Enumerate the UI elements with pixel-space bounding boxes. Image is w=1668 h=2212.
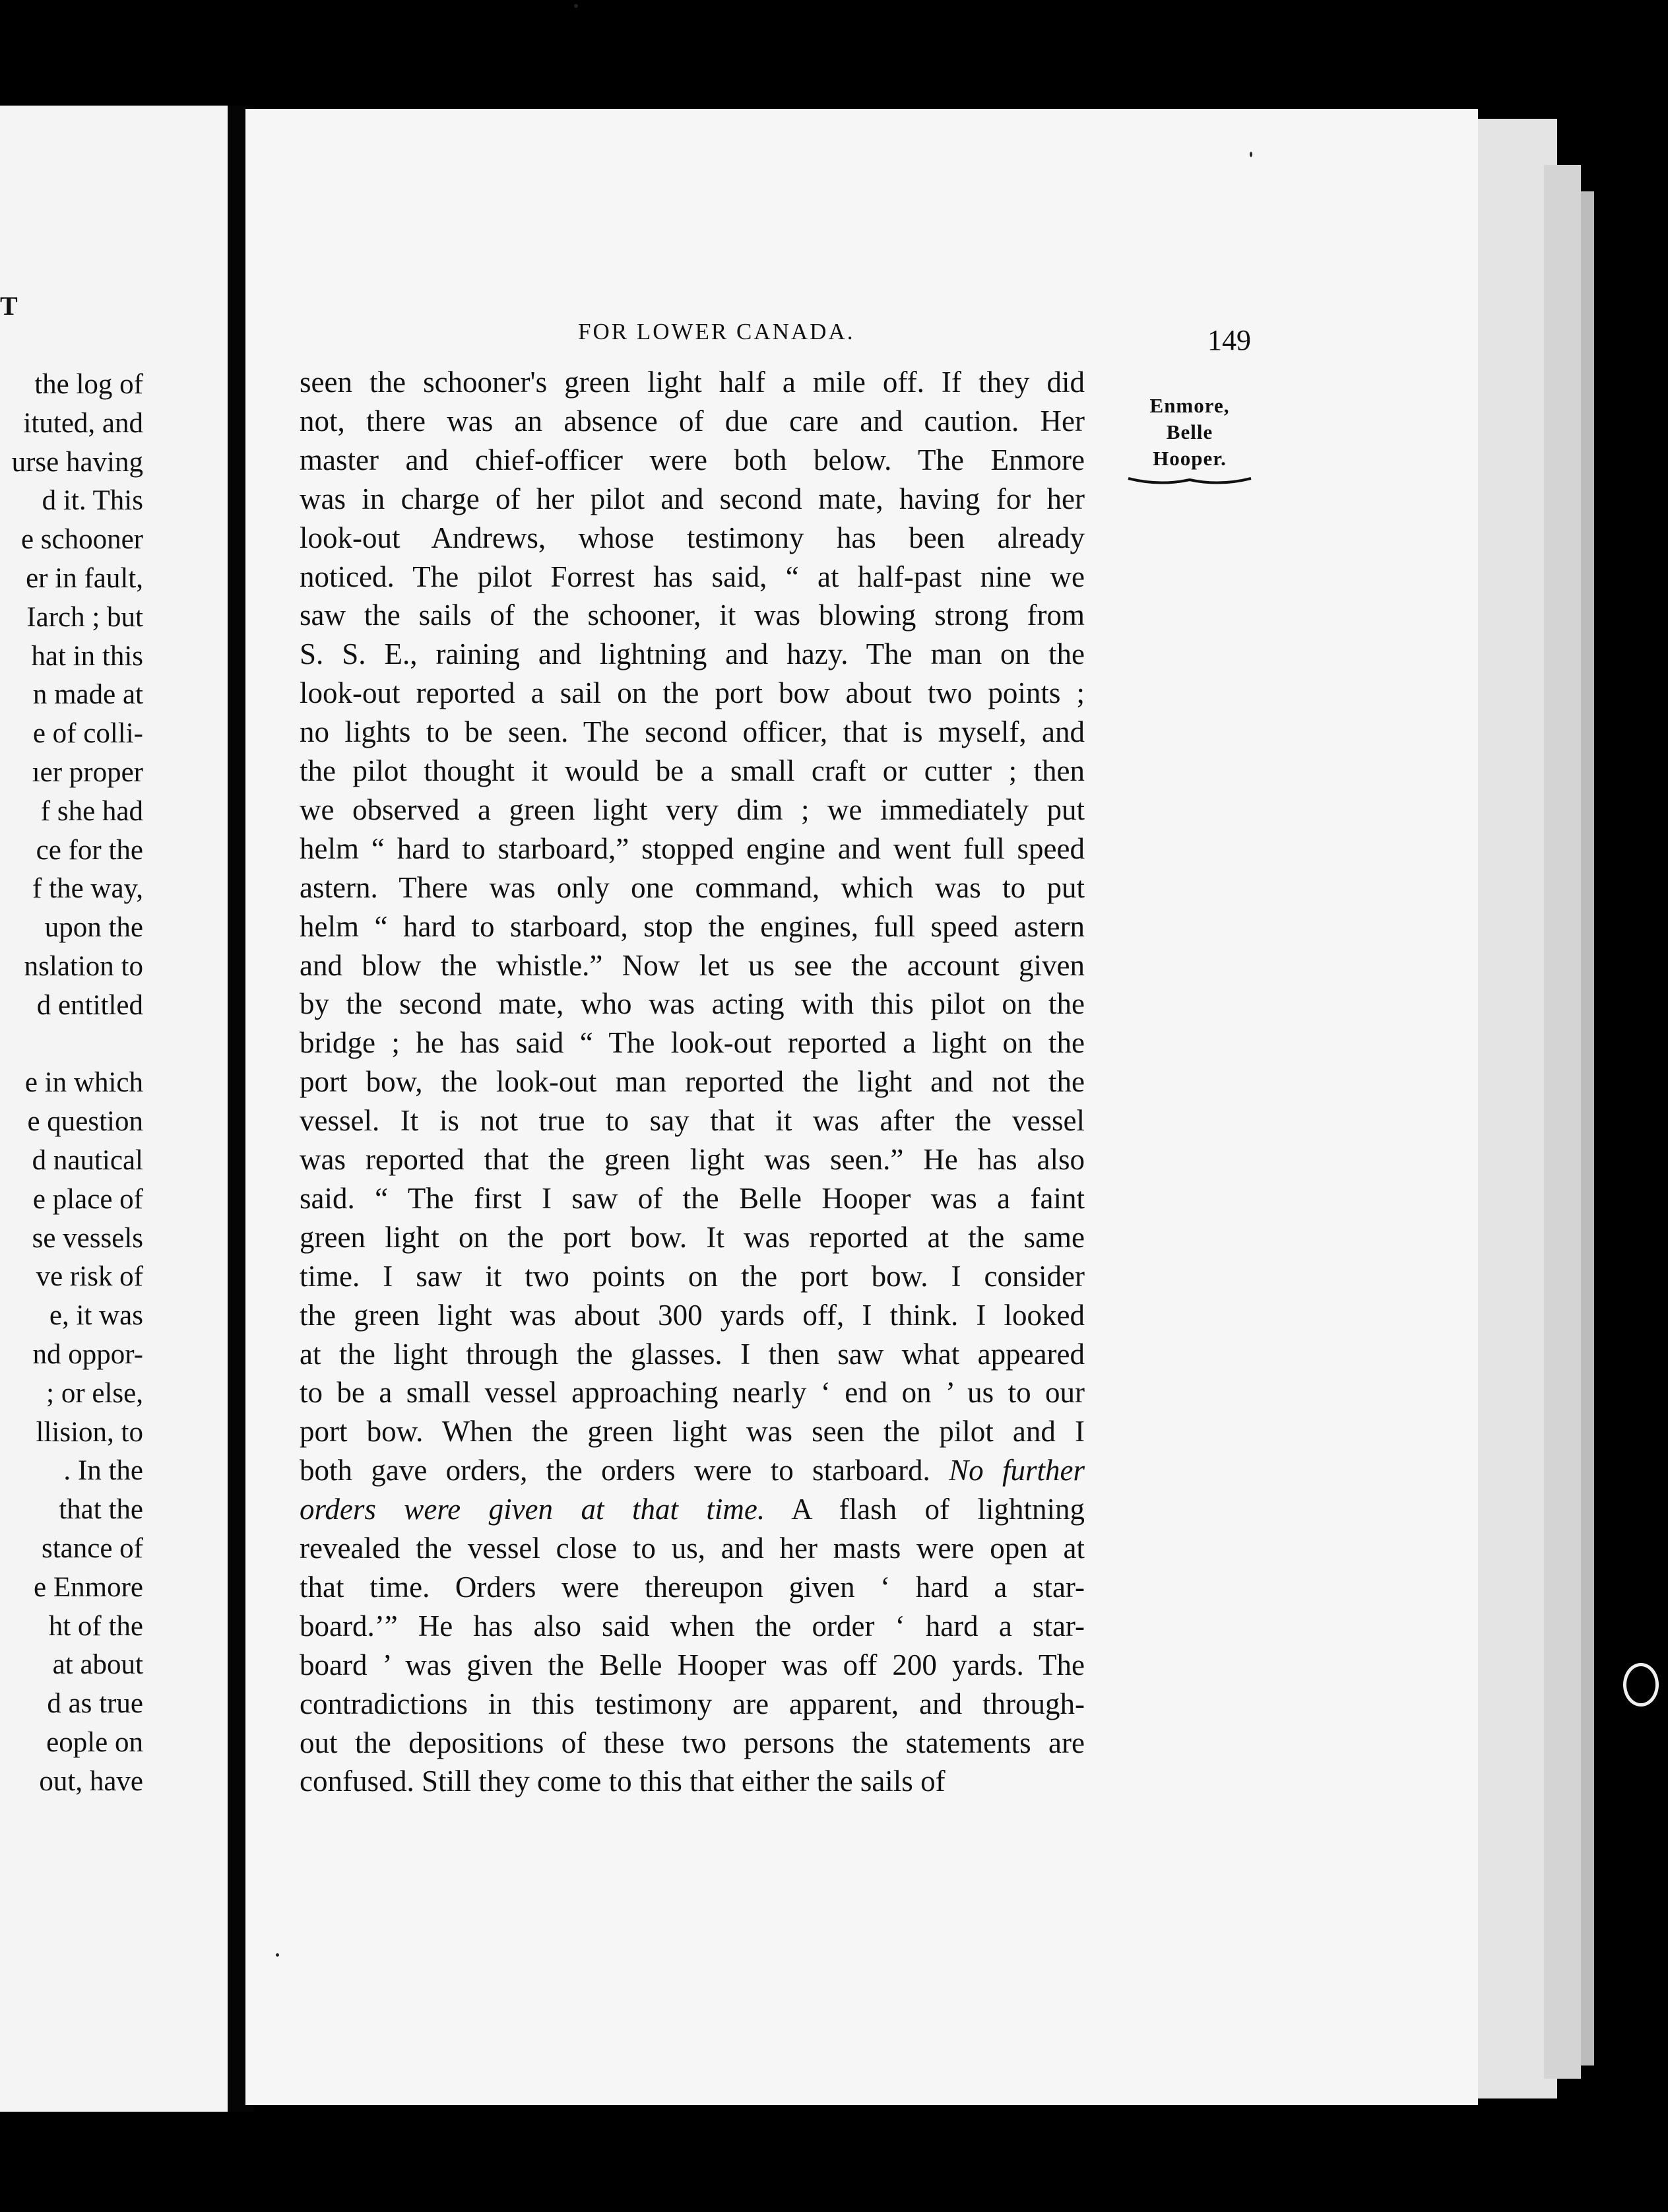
- text-line: the pilot thought it would be a small craft or cutter ; then: [300, 754, 1085, 787]
- text-line: confused. Still they come to this that either the sails of: [300, 1765, 946, 1798]
- previous-page-line: eople on: [46, 1727, 143, 1758]
- scan-speck: [574, 4, 578, 8]
- previous-page-line: d nautical: [32, 1145, 143, 1176]
- text-line: that time. Orders were thereupon given ‘ hard a star-: [300, 1570, 1085, 1604]
- margin-note-line: Belle: [1166, 420, 1213, 443]
- text-line: contradictions in this testimony are apparent, and through-: [300, 1687, 1085, 1720]
- text-line: astern. There was only one command, which was to put: [300, 870, 1085, 904]
- text-line: out the depositions of these two persons the statements are: [300, 1726, 1085, 1759]
- text-line: helm “ hard to starboard, stop the engines, full speed astern: [300, 909, 1085, 943]
- text-line: board ’ was given the Belle Hooper was off 200 yards. The: [300, 1648, 1085, 1681]
- previous-page-line: upon the: [44, 912, 143, 944]
- text-line: to be a small vessel approaching nearly ‘ end on ’ us to our: [300, 1376, 1085, 1410]
- margin-note-line: Hooper.: [1153, 447, 1227, 470]
- text-line: look-out Andrews, whose testimony has been already: [300, 521, 1085, 554]
- previous-page-line: hat in this: [31, 640, 143, 672]
- previous-page-line: e schooner: [20, 524, 143, 556]
- text-line: board.’” He has also said when the order ‘ hard a star-: [300, 1609, 1085, 1643]
- previous-page-line: ıer proper: [32, 757, 143, 788]
- page-number: 149: [1207, 324, 1251, 356]
- text-line: and blow the whistle.” Now let us see the account given: [300, 948, 1085, 982]
- text-line: at the light through the glasses. I then saw what appeared: [300, 1337, 1085, 1371]
- text-line: time. I saw it two points on the port bow. I consider: [300, 1259, 1085, 1293]
- text-line: the green light was about 300 yards off, I think. I looked: [300, 1298, 1085, 1332]
- previous-page-line: f the way,: [32, 873, 143, 905]
- text-line: saw the sails of the schooner, it was blowing strong from: [300, 599, 1085, 632]
- running-head: FOR LOWER CANADA.: [578, 319, 855, 344]
- previous-page-line: ht of the: [48, 1610, 143, 1642]
- previous-page-line: e question: [27, 1106, 143, 1138]
- text-line: [300, 1451, 1085, 1490]
- text-line: port bow, the look-out man reported the light and not the: [300, 1065, 1085, 1099]
- previous-page-line: n made at: [32, 679, 143, 711]
- previous-page-line: d as true: [47, 1688, 143, 1720]
- italic-phrase: No further: [949, 1454, 1085, 1487]
- text-line: said. “ The first I saw of the Belle Hooper was a faint: [300, 1181, 1085, 1215]
- text-line: seen the schooner's green light half a mile off. If they did: [300, 366, 1085, 399]
- text-segment: both gave orders, the orders were to starboard.: [300, 1454, 949, 1487]
- text-line: master and chief-officer were both below. The Enmore: [300, 443, 1085, 476]
- margin-note: [1114, 393, 1266, 486]
- previous-page-line: ituted, and: [23, 407, 143, 439]
- previous-page-line: the log of: [34, 369, 143, 400]
- previous-page-line: llision, to: [36, 1416, 143, 1448]
- italic-phrase: orders were given at that time.: [300, 1493, 765, 1526]
- previous-page-line: . In the: [63, 1455, 143, 1487]
- current-page: [245, 109, 1478, 2105]
- margin-note-line: Enmore,: [1149, 394, 1230, 417]
- previous-page-line: e Enmore: [34, 1571, 143, 1603]
- page-edges-shadow: [1581, 191, 1594, 2066]
- previous-page-line: e, it was: [49, 1300, 143, 1332]
- previous-page-line: ve risk of: [36, 1261, 143, 1293]
- text-line: was reported that the green light was seen.” He has also: [300, 1143, 1085, 1176]
- previous-page-line: d it. This: [42, 485, 143, 517]
- text-line: was in charge of her pilot and second mate, having for her: [300, 482, 1085, 515]
- previous-page-line: e in which: [24, 1067, 143, 1099]
- text-segment: A flash of lightning: [765, 1493, 1085, 1526]
- binding-hole: [1623, 1663, 1659, 1707]
- previous-page-line: nslation to: [24, 951, 143, 982]
- text-line: helm “ hard to starboard,” stopped engine and went full speed: [300, 831, 1085, 865]
- text-line: noticed. The pilot Forrest has said, “ at half-past nine we: [300, 560, 1085, 593]
- previous-page-line: ; or else,: [46, 1377, 143, 1409]
- previous-page-line: stance of: [41, 1533, 143, 1564]
- previous-page-line: d entitled: [36, 989, 143, 1021]
- previous-page-line: er in fault,: [26, 563, 143, 594]
- previous-page-line: e place of: [32, 1183, 143, 1215]
- previous-page-line: out, have: [39, 1765, 143, 1797]
- text-line: we observed a green light very dim ; we immediately put: [300, 793, 1085, 826]
- previous-page-line: Iarch ; but: [26, 601, 143, 633]
- previous-page-line: ce for the: [36, 834, 143, 866]
- previous-page: [0, 106, 228, 2112]
- ornamental-rule: [1127, 476, 1252, 486]
- text-line: not, there was an absence of due care and caution. Her: [300, 404, 1085, 438]
- text-line: vessel. It is not true to say that it was after the vessel: [300, 1104, 1085, 1138]
- previous-page-line: that the: [59, 1494, 143, 1526]
- scan-speck: [276, 1953, 279, 1957]
- previous-page-line: at about: [52, 1649, 143, 1681]
- previous-page-line: e of colli-: [32, 718, 143, 750]
- text-line: look-out reported a sail on the port bow about two points ;: [300, 676, 1085, 710]
- text-line: by the second mate, who was acting with this pilot on the: [300, 987, 1085, 1021]
- text-line: green light on the port bow. It was reported at the same: [300, 1220, 1085, 1254]
- page-edges-inner: [1544, 165, 1581, 2079]
- previous-page-line: nd oppor-: [32, 1339, 143, 1370]
- scan-speck: [1250, 152, 1252, 157]
- text-line: no lights to be seen. The second officer, that is myself, and: [300, 715, 1085, 749]
- previous-page-line: urse having: [11, 446, 143, 478]
- text-line: revealed the vessel close to us, and her masts were open at: [300, 1532, 1085, 1565]
- previous-page-running-head: T: [0, 291, 20, 321]
- text-line: port bow. When the green light was seen the pilot and I: [300, 1415, 1085, 1448]
- text-line: bridge ; he has said “ The look-out reported a light on the: [300, 1026, 1085, 1060]
- previous-page-line: f she had: [40, 795, 143, 827]
- previous-page-line: se vessels: [32, 1222, 143, 1254]
- text-line: [300, 1490, 1085, 1529]
- text-line: S. S. E., raining and lightning and hazy. The man on the: [300, 637, 1085, 671]
